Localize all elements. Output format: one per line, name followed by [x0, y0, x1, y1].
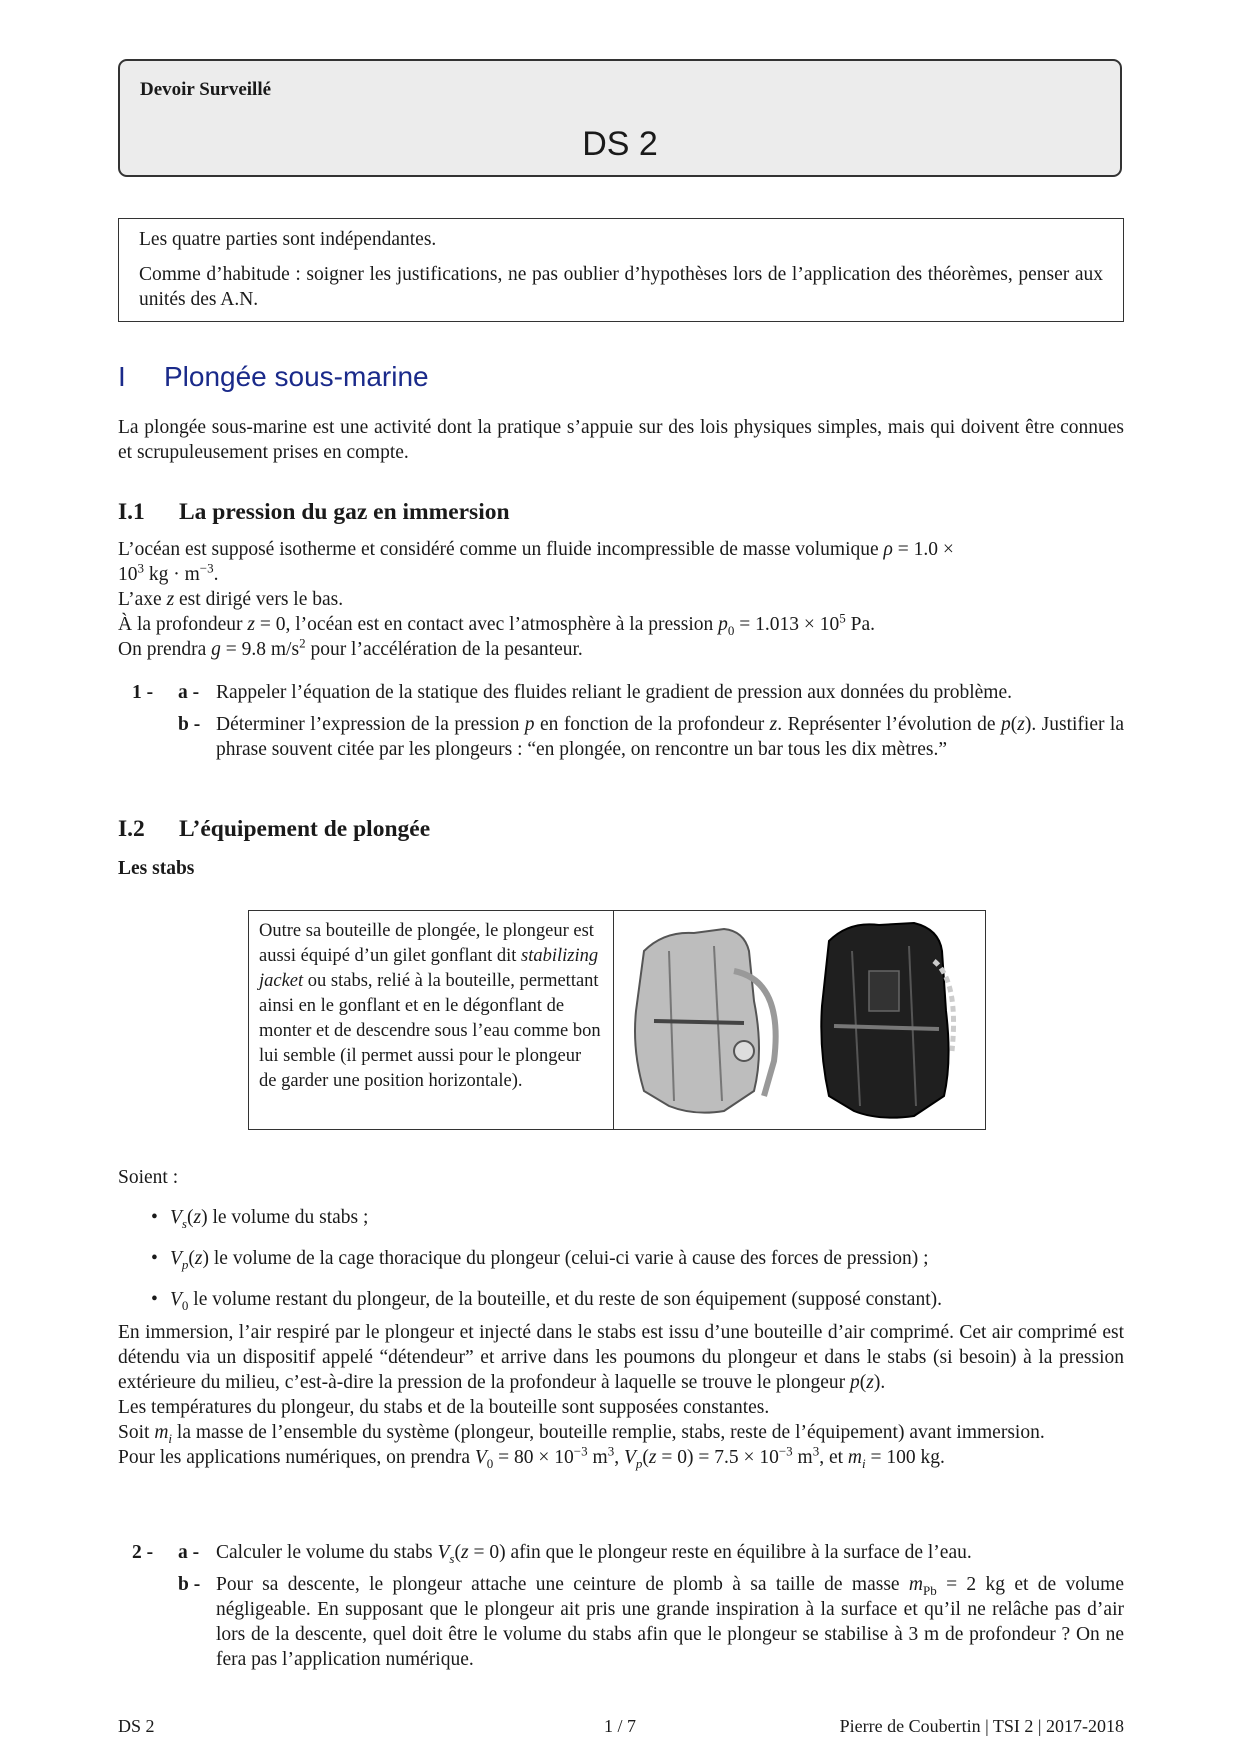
question-text: Calculer le volume du stabs $V_s(z = 0)$ afin que le plongeur reste en équilibre à la surface de l’eau. [216, 1542, 972, 1566]
question-label: a - [178, 1542, 200, 1563]
variables-list [118, 1205, 1124, 1328]
question-label: b - [178, 714, 201, 735]
instruction-line: Les quatre parties sont indépendantes. [139, 229, 437, 250]
text-line: On prendra g = 9.8 $m/s^2$ pour l’accélération de la pesanteur. [118, 635, 583, 660]
question-text: Pour sa descente, le plongeur attache une ceinture de plomb à sa taille de masse $m_{Pb} = 2$ kg et de volume négligeable. En supposant que le plongeur ait pris une grande inspiration à la surface et qu’il ne relâche pas d’air lors de la descente, quel doit être le volume du stabs afin que le plongeur se stabilise à 3 m de profondeur ? On ne fera pas l’application numérique. [216, 1574, 1125, 1670]
text-line: Les températures du plongeur, du stabs et de la bouteille sont supposées constantes. [118, 1397, 770, 1418]
stabs-heading: Les stabs [118, 858, 195, 879]
question-number: 2 - [132, 1542, 154, 1563]
page-title: DS 2 [582, 125, 658, 163]
list-item: • $V_s(z)$ le volume du stabs ; [151, 1207, 369, 1231]
stabs-figure [248, 910, 986, 1132]
soient-label: Soient : [118, 1167, 179, 1188]
text-line: À la profondeur z = 0, l’océan est en contact avec l’atmosphère à la pression $p_0 = 1.013 \times 10^5$ Pa. [118, 610, 875, 638]
list-item: • $V_p(z)$ le volume de la cage thoracique du plongeur (celui-ci varie à cause des forces de pression) ; [151, 1248, 929, 1272]
stabilizing-jacket-photos [614, 910, 986, 1130]
list-item: • $V_0$ le volume restant du plongeur, de la bouteille, et du reste de son équipement (supposé constant). [151, 1289, 942, 1313]
text-line: Pour les applications numériques, on prendra $V_0 = 80 \times 10^{-3}$ $m^3$, $V_p(z = 0) = 7.5 \times 10^{-3}$ $m^3$, et $m_i = 100$ kg. [118, 1443, 945, 1471]
subsection-title: L’équipement de plongée [179, 816, 431, 842]
light-jacket-image [635, 929, 776, 1113]
figure-text: Outre sa bouteille de plongée, le plongeur est aussi équipé d’un gilet gonflant dit stabilizing jacket ou stabs, relié à la bouteille, permettant ainsi en le gonflant et en le dégonflant de monter et de descendre sous l’eau comme bon lui semble (il permet aussi pour le plongeur de garder une position horizontale). [248, 910, 614, 1130]
instructions-box [118, 218, 1124, 322]
question-label: b - [178, 1574, 201, 1595]
section-title: Plongée sous-marine [164, 361, 429, 392]
dark-jacket-image [821, 923, 953, 1118]
text-line: En immersion, l’air respiré par le plongeur et injecté dans le stabs est issu d’une bouteille d’air comprimé. Cet air comprimé est détendu via un dispositif appelé “détendeur” et arrive dans les poumons du plongeur et dans le stabs (si besoin) à la pression extérieure du milieu, c’est-à-dire la pression de la profondeur à laquelle se trouve le plongeur p(z). [118, 1322, 1124, 1393]
page-number: 1 / 7 [603, 1716, 636, 1736]
subsection-number: I.2 [118, 816, 145, 842]
title-kicker: Devoir Surveillé [140, 79, 272, 100]
subsection-number: I.1 [118, 499, 145, 525]
subsection-heading [118, 814, 430, 844]
section-intro: La plongée sous-marine est une activité dont la pratique s’appuie sur des lois physiques simples, mais qui doivent être connues et scrupuleusement prises en compte. [118, 417, 1124, 463]
footer-right: Pierre de Coubertin | TSI 2 | 2017-2018 [839, 1716, 1124, 1736]
text-line: L’océan est supposé isotherme et considéré comme un fluide incompressible de masse volumique ρ = 1.0 × $10^3$ kg · $m^{-3}$. [118, 539, 954, 585]
ocean-paragraph [118, 537, 1124, 662]
title-box [118, 59, 1122, 177]
question-text: Rappeler l’équation de la statique des fluides reliant le gradient de pression aux données du problème. [216, 682, 1012, 703]
question-text: Déterminer l’expression de la pression p en fonction de la profondeur z. Représenter l’évolution de p(z). Justifier la phrase souvent citée par les plongeurs : “en plongée, on rencontre un bar tous les dix mètres.” [216, 714, 1124, 760]
jacket-illustration [614, 911, 986, 1129]
footer-left: DS 2 [118, 1716, 155, 1736]
section-number: I [118, 361, 126, 392]
subsection-title: La pression du gaz en immersion [179, 499, 510, 525]
question-1b [118, 712, 1124, 787]
question-1a [118, 680, 1124, 705]
question-number: 1 - [132, 682, 154, 703]
question-2b [118, 1572, 1124, 1672]
question-label: a - [178, 682, 200, 703]
immersion-paragraph [118, 1320, 1124, 1470]
instruction-line: Comme d’habitude : soigner les justifications, ne pas oublier d’hypothèses lors de l’application des théorèmes, penser aux unités des A.N. [139, 264, 1103, 310]
section-heading [118, 360, 429, 394]
question-2a [118, 1540, 1124, 1565]
text-line: L’axe z est dirigé vers le bas. [118, 589, 344, 610]
subsection-heading [118, 497, 510, 527]
text-line: Soit $m_i$ la masse de l’ensemble du système (plongeur, bouteille remplie, stabs, reste de l’équipement) avant immersion. [118, 1422, 1045, 1446]
